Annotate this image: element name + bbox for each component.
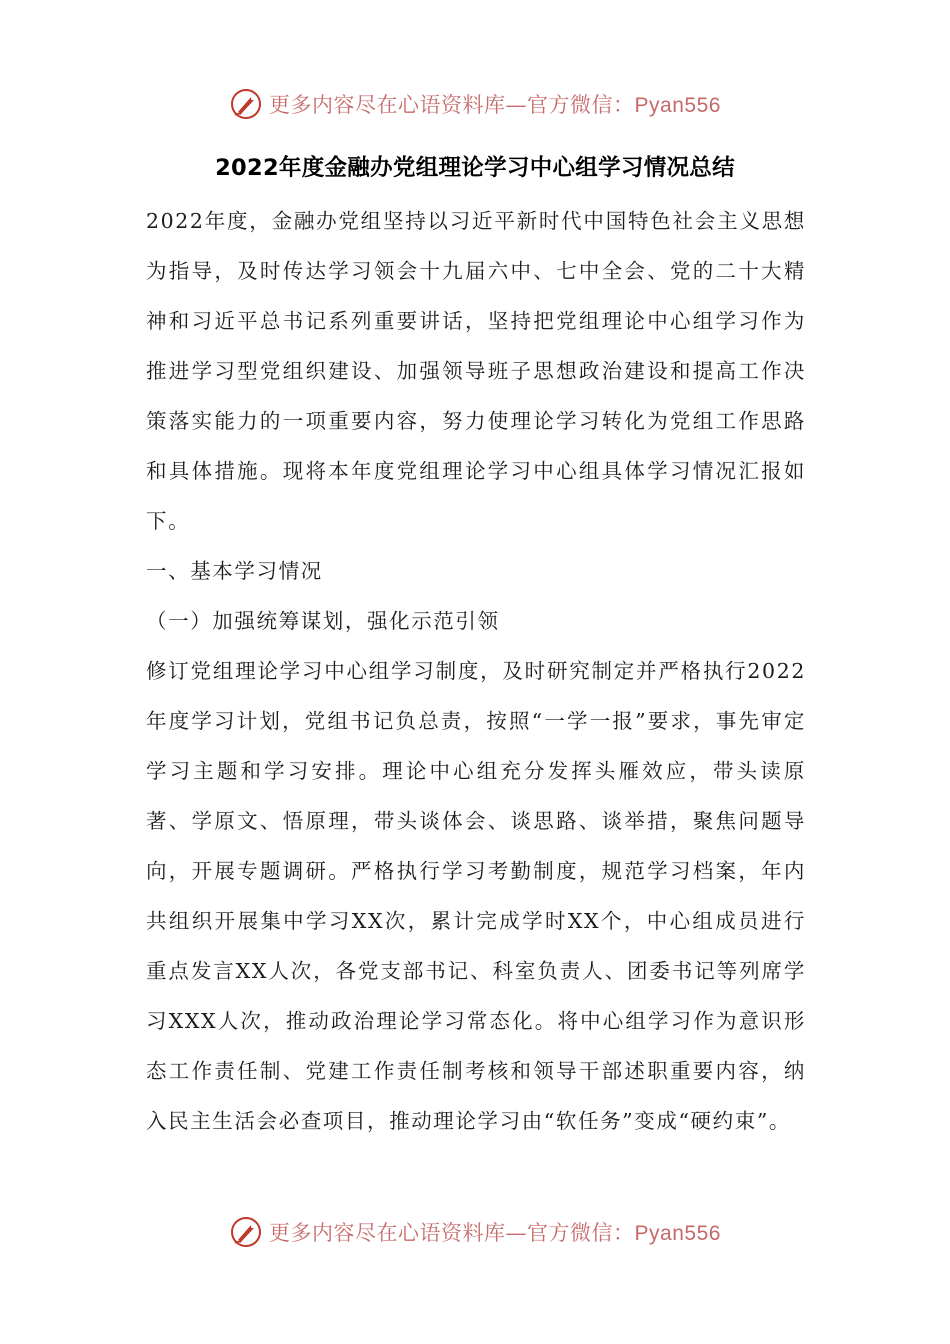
section-heading: 一、基本学习情况 xyxy=(146,559,323,583)
watermark-wechat-id: Pyan556 xyxy=(634,94,721,117)
subsection-paragraph: 修订党组理论学习中心组学习制度，及时研究制定并严格执行2022年度学习计划，党组书记负总责，按照“一学一报”要求，事先审定学习主题和学习安排。理论中心组充分发挥头雁效应，带头读原著、学原文、悟原理，带头谈体会、谈思路、谈举措，聚焦问题导向，开展专题调研。严格执行学习考勤制度，规范学习档案，年内共组织开展集中学习XX次，累计完成学时XX个，中心组成员进行重点发言XX人次，各党支部书记、科室负责人、团委书记等列席学习XXX人次，推动政治理论学习常态化。将中心组学习作为意识形态工作责任制、党建工作责任制考核和领导干部述职重要内容，纳入民主生活会必查项目，推动理论学习由“软任务”变成“硬约束”。 xyxy=(146,659,806,1133)
subsection-heading: （一）加强统筹谋划，强化示范引领 xyxy=(146,609,500,633)
watermark-text: 更多内容尽在心语资料库—官方微信：Pyan556 xyxy=(269,1221,721,1245)
pen-logo-icon xyxy=(229,1215,263,1249)
watermark-footer xyxy=(0,1210,950,1254)
watermark-text: 更多内容尽在心语资料库—官方微信：Pyan556 xyxy=(269,93,721,117)
watermark-wechat-id: Pyan556 xyxy=(634,1222,721,1245)
watermark-header xyxy=(0,82,950,126)
document-body xyxy=(146,196,806,1146)
intro-paragraph: 2022年度，金融办党组坚持以习近平新时代中国特色社会主义思想为指导，及时传达学习领会十九届六中、七中全会、党的二十大精神和习近平总书记系列重要讲话，坚持把党组理论中心组学习作为推进学习型党组织建设、加强领导班子思想政治建设和提高工作决策落实能力的一项重要内容，努力使理论学习转化为党组工作思路和具体措施。现将本年度党组理论学习中心组具体学习情况汇报如下。 xyxy=(146,209,806,533)
document-title: 2022年度金融办党组理论学习中心组学习情况总结 xyxy=(215,155,735,181)
pen-logo-icon xyxy=(229,87,263,121)
